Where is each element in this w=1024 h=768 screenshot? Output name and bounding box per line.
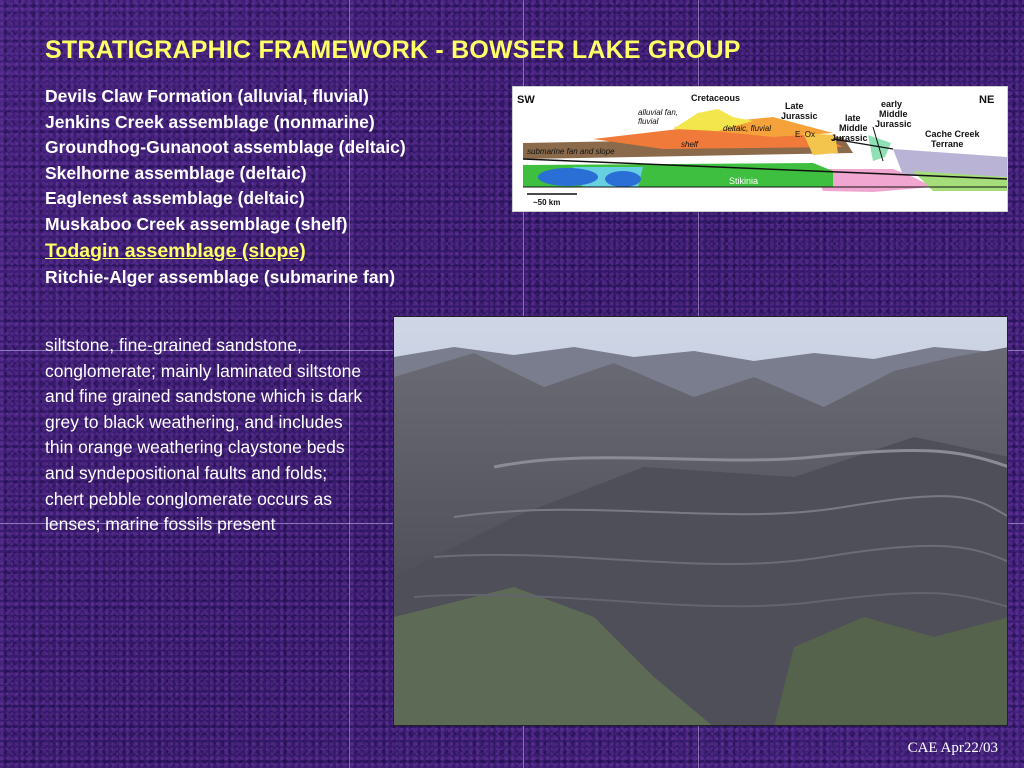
unit-item: Jenkins Creek assemblage (nonmarine): [45, 111, 375, 132]
late-jurassic-label: Late: [785, 101, 804, 111]
unit-item: Skelhorne assemblage (deltaic): [45, 162, 307, 183]
unit-item: Muskaboo Creek assemblage (shelf): [45, 213, 348, 234]
late-middle-jurassic-label: late: [845, 113, 861, 123]
submarine-label: submarine fan and slope: [527, 147, 615, 156]
late-middle-jurassic-label: Middle: [839, 123, 868, 133]
unit-item: Groundhog-Gunanoot assemblage (deltaic): [45, 137, 406, 158]
outcrop-photo: [393, 316, 1008, 726]
deltaic-label: deltaic, fluvial: [723, 124, 772, 133]
blue-unit: [605, 171, 641, 187]
alluvial-label: alluvial fan,: [638, 108, 679, 117]
unit-item-highlighted[interactable]: Todagin assemblage (slope): [45, 239, 306, 262]
cretaceous-label: Cretaceous: [691, 93, 741, 103]
late-jurassic-label: Jurassic: [781, 111, 818, 121]
early-middle-jurassic-label: Jurassic: [875, 119, 912, 129]
early-middle-jurassic-label: Middle: [879, 109, 908, 119]
unit-list: [45, 84, 406, 290]
cache-creek-unit: [893, 149, 1007, 177]
blue-unit: [538, 168, 598, 186]
cross-section-diagram: [512, 86, 1008, 212]
cache-creek-label: Cache Creek: [925, 129, 980, 139]
unit-item: Eaglenest assemblage (deltaic): [45, 188, 305, 209]
stikinia-label: Stikinia: [729, 176, 759, 186]
lithology-description: siltstone, fine-grained sandstone, conglomerate; mainly laminated siltstone and fine grained sandstone which is dark grey to black weathering, and includes thin orange weathering claystone beds and syndepositional faults and folds; chert pebble conglomerate occurs as lenses; marine fossils present: [45, 335, 363, 535]
sw-label: SW: [517, 94, 535, 106]
alluvial-label: fluvial: [638, 117, 659, 126]
late-middle-jurassic-label: Jurassic: [831, 133, 868, 143]
ne-label: NE: [979, 94, 995, 106]
slide-title: STRATIGRAPHIC FRAMEWORK - BOWSER LAKE GROUP: [45, 36, 741, 64]
unit-item: Ritchie-Alger assemblage (submarine fan): [45, 266, 396, 287]
scale-label: ~50 km: [533, 198, 561, 207]
shelf-label: shelf: [681, 140, 698, 149]
cache-creek-label: Terrane: [931, 139, 964, 149]
early-middle-jurassic-label: early: [881, 99, 903, 109]
footer-date: CAE Apr22/03: [907, 740, 998, 756]
eox-label: E. Ox: [795, 130, 816, 139]
unit-item: Devils Claw Formation (alluvial, fluvial): [45, 86, 369, 106]
